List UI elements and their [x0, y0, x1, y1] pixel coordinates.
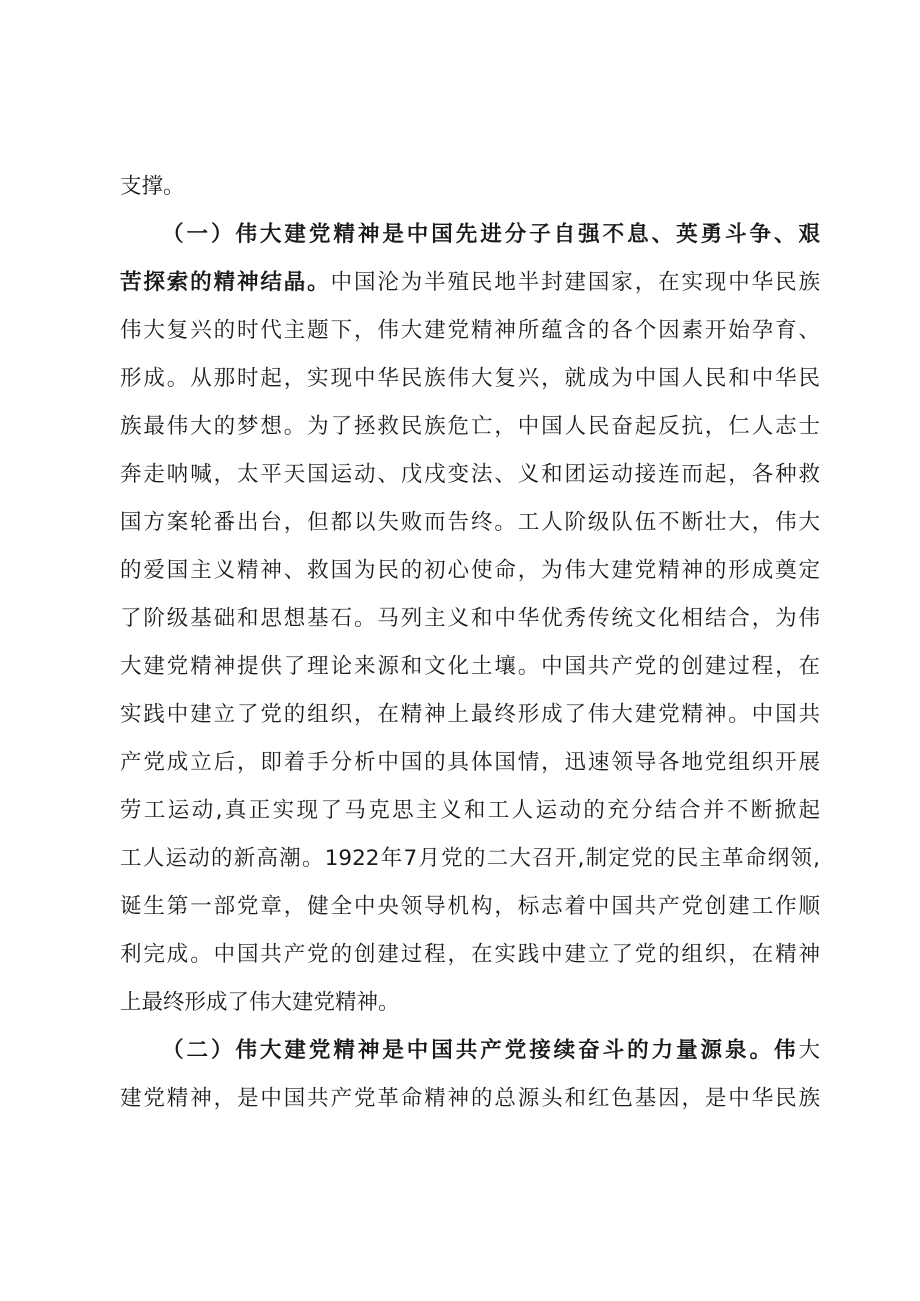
line-text: 形成。从那时起，实现中华民族伟大复兴，就成为中国人民和中华民	[120, 366, 820, 391]
paragraph-line	[120, 748, 820, 778]
line-text: 伟大复兴的时代主题下，伟大建党精神所蕴含的各个因素开始孕育、	[120, 318, 820, 343]
paragraph-line	[120, 556, 820, 586]
line-text: 中国沦为半殖民地半封建国家，在实现中华民族	[330, 270, 820, 295]
paragraph-line	[120, 988, 820, 1018]
line-text: 的爱国主义精神、救国为民的初心使命，为伟大建党精神的形成奠定	[120, 558, 820, 583]
paragraph-line	[120, 652, 820, 682]
paragraph-line	[120, 172, 820, 202]
paragraph-line	[120, 796, 820, 826]
paragraph-line	[120, 268, 820, 298]
paragraph-line	[120, 460, 820, 490]
section-heading-line	[162, 220, 820, 250]
line-text: 国方案轮番出台，但都以失败而告终。工人阶级队伍不断壮大，伟大	[120, 510, 820, 535]
paragraph-line	[120, 412, 820, 442]
paragraph-line	[120, 892, 820, 922]
line-text: 了阶级基础和思想基石。马列主义和中华优秀传统文化相结合，为伟	[120, 606, 820, 631]
line-text: 劳工运动,真正实现了马克思主义和工人运动的充分结合并不断掀起	[120, 798, 820, 823]
line-text: 产党成立后，即着手分析中国的具体国情，迅速领导各地党组织开展	[120, 750, 820, 775]
line-text: 工人运动的新高潮。1922年7月党的二大召开,制定党的民主革命纲领,	[120, 846, 820, 871]
line-text: 支撑。	[120, 174, 185, 199]
paragraph-line	[120, 364, 820, 394]
line-text: 上最终形成了伟大建党精神。	[120, 990, 400, 1015]
section-heading-line	[162, 1036, 820, 1066]
line-text: 奔走呐喊，太平天国运动、戊戌变法、义和团运动接连而起，各种救	[120, 462, 820, 487]
section-heading-2: （二）伟大建党精神是中国共产党接续奋斗的力量源泉。伟	[162, 1038, 799, 1063]
section-heading-1: （一）伟大建党精神是中国先进分子自强不息、英勇斗争、艰	[162, 222, 820, 247]
paragraph-line	[120, 1084, 820, 1114]
line-text: 实践中建立了党的组织，在精神上最终形成了伟大建党精神。中国共	[120, 702, 820, 727]
line-text: 大	[798, 1038, 820, 1063]
line-text: 族最伟大的梦想。为了拯救民族危亡，中国人民奋起反抗，仁人志士	[120, 414, 820, 439]
line-text: 大建党精神提供了理论来源和文化土壤。中国共产党的创建过程，在	[120, 654, 820, 679]
paragraph-line	[120, 316, 820, 346]
line-text: 利完成。中国共产党的创建过程，在实践中建立了党的组织，在精神	[120, 942, 820, 967]
section-heading-1-tail: 苦探索的精神结晶。	[120, 270, 331, 295]
line-text: 建党精神，是中国共产党革命精神的总源头和红色基因，是中华民族	[120, 1086, 820, 1111]
paragraph-line	[120, 604, 820, 634]
paragraph-line	[120, 508, 820, 538]
line-text: 诞生第一部党章，健全中央领导机构，标志着中国共产党创建工作顺	[120, 894, 820, 919]
paragraph-line	[120, 940, 820, 970]
paragraph-line	[120, 844, 820, 874]
paragraph-line	[120, 700, 820, 730]
